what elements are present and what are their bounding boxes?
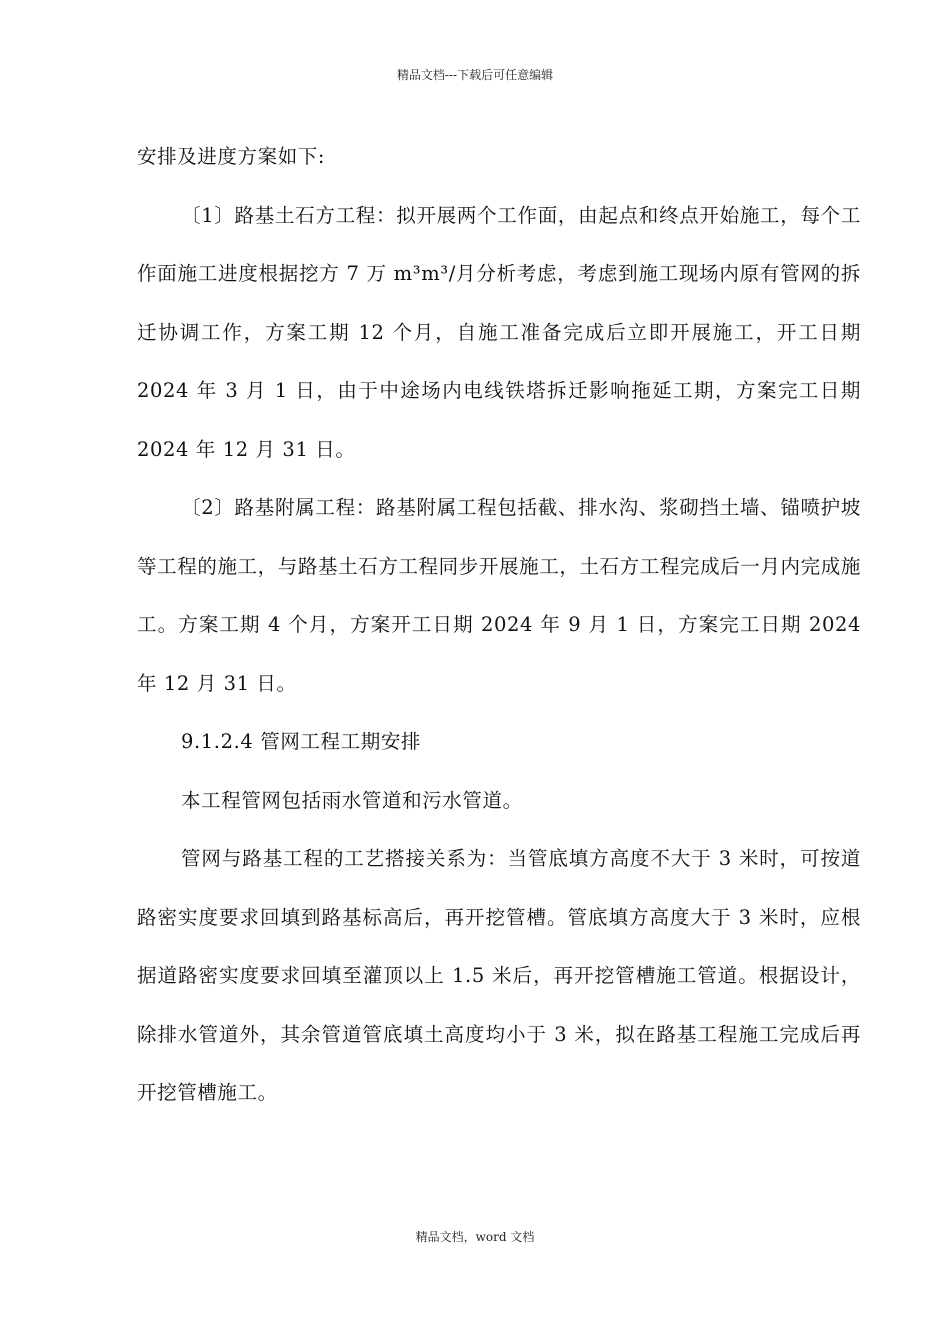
paragraph-pipe-network-sequence: 管网与路基工程的工艺搭接关系为：当管底填方高度不大于 3 米时，可按道路密实度要求回填到路基标高后，再开挖管槽。管底填方高度大于 3 米时，应根据道路密实度要求回填至灌顶以上 1.5 米后，再开挖管槽施工管道。根据设计，除排水管道外，其余管道管底填土高度均小于 3 米，拟在路基工程施工完成后再开挖管槽施工。 (137, 847, 861, 1104)
section-heading: 9.1.2.4 管网工程工期安排 (181, 730, 422, 753)
paragraph-earthwork: 〔1〕路基土石方工程：拟开展两个工作面，由起点和终点开始施工，每个工作面施工进度根据挖方 7 万 m³m³/月分析考虑，考虑到施工现场内原有管网的拆迁协调工作，方案工期 12 个月，自施工准备完成后立即开展施工，开工日期 2024 年 3 月 1 日，由于中途场内电线铁塔拆迁影响拖延工期，方案完工日期 2024 年 12 月 31 日。 (137, 203, 861, 461)
page-header: 精品文档---下载后可任意编辑 (396, 68, 554, 82)
paragraph-pipe-network-scope: 本工程管网包括雨水管道和污水管道。 (181, 788, 523, 812)
paragraph-intro: 安排及进度方案如下: (137, 145, 326, 168)
page-footer: 精品文档，word 文档 (415, 1230, 535, 1244)
document-body (137, 128, 861, 1123)
paragraph-subgrade-auxiliary: 〔2〕路基附属工程：路基附属工程包括截、排水沟、浆砌挡土墙、锚喷护坡等工程的施工，与路基土石方工程同步开展施工，土石方工程完成后一月内完成施工。方案工期 4 个月，方案开工日期 2024 年 9 月 1 日，方案完工日期 2024 年 12 月 31 日。 (137, 496, 861, 695)
